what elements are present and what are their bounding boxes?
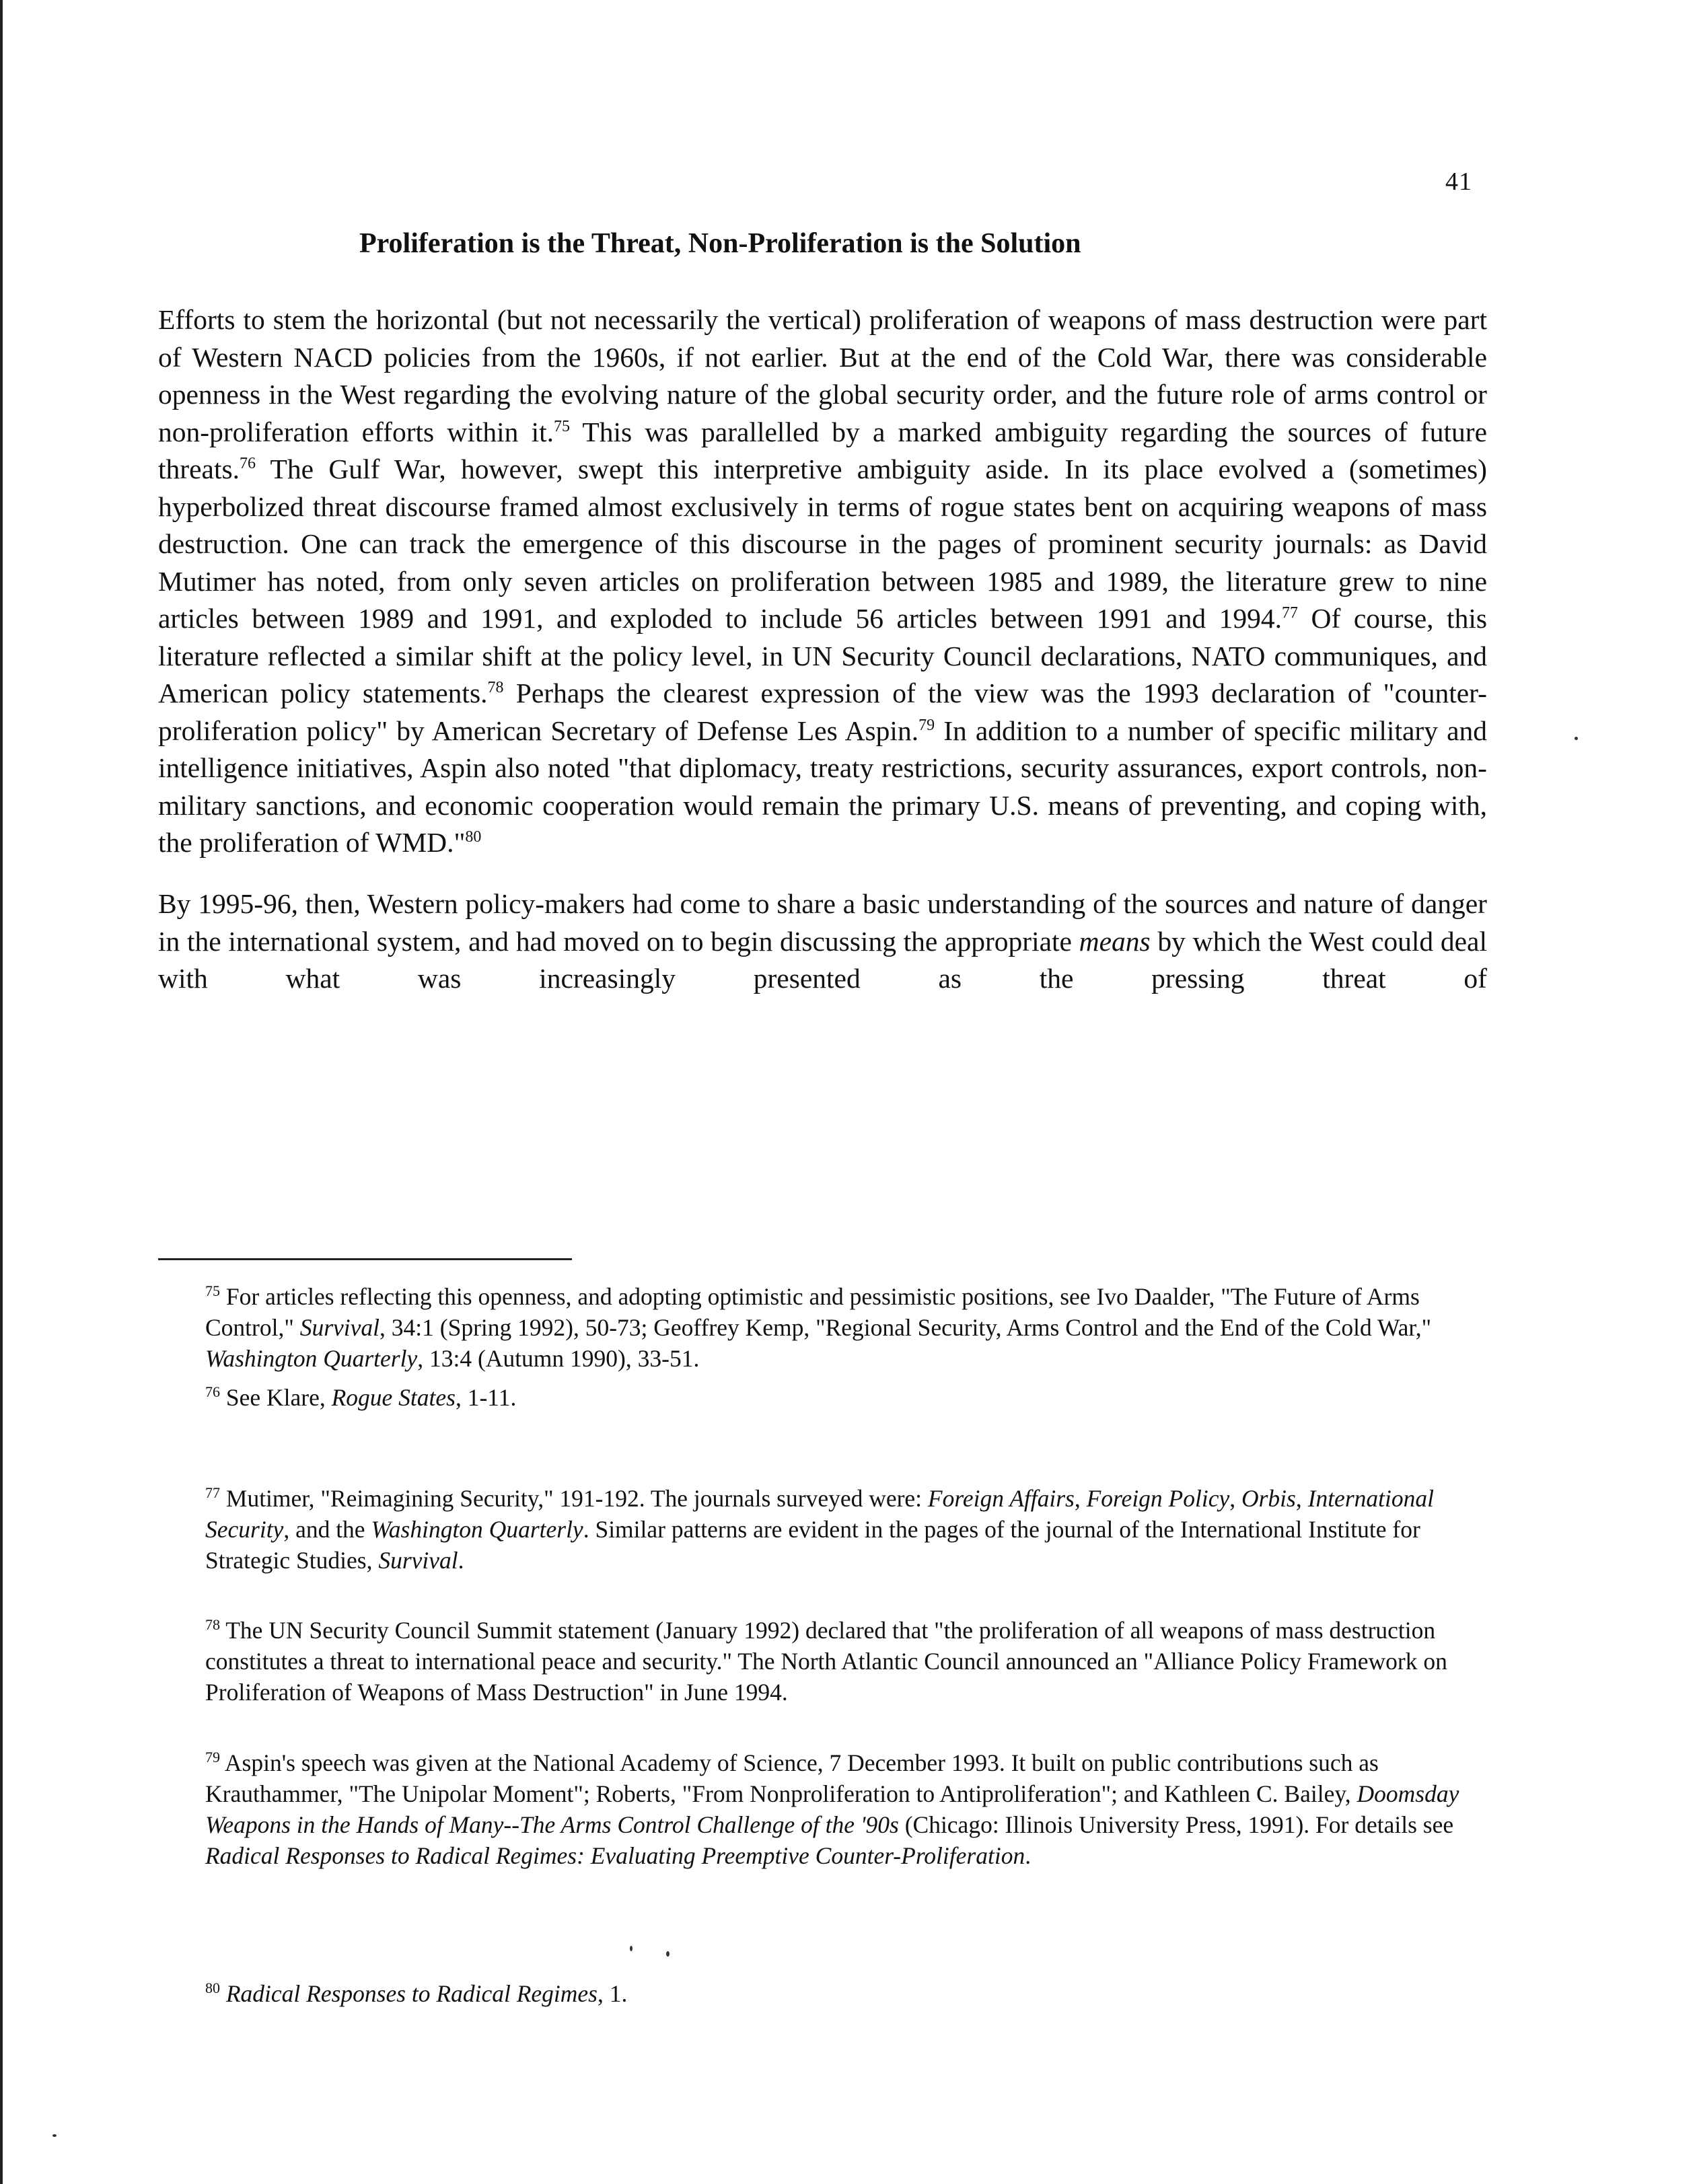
text-run: by which the West could deal with what was increasingly presented as the pressing threat of xyxy=(158,925,1487,994)
italic-run: International Security xyxy=(205,1485,1434,1543)
text-run: . Similar patterns are evident in the pages of the journal of the International Institute for Strategic Studies, xyxy=(205,1516,1420,1574)
scan-speck xyxy=(630,1946,632,1951)
section-title: Proliferation is the Threat, Non-Proliferation is the Solution xyxy=(359,228,1081,259)
footnote-mark: 80 xyxy=(205,1979,220,1997)
footnote-mark: 76 xyxy=(205,1383,220,1401)
text-run: Perhaps the clearest expression of the view was the 1993 declaration of "counter-proliferation policy" by American Secretary of Defense Les Aspin. xyxy=(158,678,1487,746)
text-run: Of course, this literature reflected a similar shift at the policy level, in UN Security Council declarations, NATO communiques, and American policy statements. xyxy=(158,603,1487,708)
text-run: , 1. xyxy=(597,1980,628,2007)
text-run: . xyxy=(1025,1842,1032,1869)
text-run: , xyxy=(1295,1485,1308,1512)
italic-run: Doomsday Weapons in the Hands of Many--The Arms Control Challenge of the '90s xyxy=(205,1780,1459,1838)
italic-run: Radical Responses to Radical Regimes xyxy=(225,1980,598,2007)
page-edge xyxy=(0,0,3,2184)
italic-run: Rogue States xyxy=(331,1384,456,1411)
text-run: In addition to a number of specific military and intelligence initiatives, Aspin also noted "that diplomacy, treaty restrictions, security assurances, export controls, non-military sanctions, and economic cooperation would remain the primary U.S. means of preventing, and coping with, the proliferation of WMD." xyxy=(158,715,1487,858)
footnote-reference: 76 xyxy=(240,455,256,473)
body-paragraph-2 xyxy=(158,885,1487,998)
footnote-78 xyxy=(158,1615,1497,1708)
text-run: , xyxy=(1074,1485,1087,1512)
italic-run: means xyxy=(1079,925,1151,957)
footnote-mark: 77 xyxy=(205,1484,220,1502)
text-run: . xyxy=(458,1547,464,1574)
body-paragraph-1 xyxy=(158,301,1487,862)
italic-run: Radical Responses to Radical Regimes: Evaluating Preemptive Counter-Proliferation xyxy=(205,1842,1025,1869)
text-run: , and the xyxy=(283,1516,371,1543)
footnote-mark: 78 xyxy=(205,1616,220,1634)
text-run: Efforts to stem the horizontal (but not necessarily the vertical) proliferation of weapons of mass destruction were part of Western NACD policies from the 1960s, if not earlier. But at the end of the Cold War, there was considerable openness in the West regarding the evolving nature of the global security order, and the future role of arms control or non-proliferation efforts within it. xyxy=(158,304,1487,447)
footnote-reference: 80 xyxy=(465,828,482,846)
text-run: The Gulf War, however, swept this interpretive ambiguity aside. In its place evolved a (sometimes) hyperbolized threat discourse framed almost exclusively in terms of rogue states bent on acquiring weapons of mass destruction. One can track the emergence of this discourse in the pages of prominent security journals: as David Mutimer has noted, from only seven articles on proliferation between 1985 and 1989, the literature grew to nine articles between 1989 and 1991, and exploded to include 56 articles between 1991 and 1994. xyxy=(158,453,1487,634)
footnote-reference: 75 xyxy=(554,417,570,435)
footnote-mark: 79 xyxy=(205,1749,220,1766)
text-run: The UN Security Council Summit statement (January 1992) declared that "the proliferation of all weapons of mass destruction constitutes a threat to international peace and security." The North Atlantic Council announced an "Alliance Policy Framework on Proliferation of Weapons of Mass Destruction" in June 1994. xyxy=(205,1617,1447,1706)
text-run: Aspin's speech was given at the National Academy of Science, 7 December 1993. It built on public contributions such as Krauthammer, "The Unipolar Moment"; Roberts, "From Nonproliferation to Antiproliferation"; and Kathleen C. Bailey, xyxy=(205,1749,1379,1807)
footnote-reference: 78 xyxy=(487,679,504,697)
text-run: See Klare, xyxy=(220,1384,332,1411)
footnote-separator xyxy=(158,1258,572,1260)
italic-run: Orbis xyxy=(1241,1485,1296,1512)
text-run: For articles reflecting this openness, and adopting optimistic and pessimistic positions, see Ivo Daalder, "The Future of Arms Control," xyxy=(205,1283,1420,1341)
italic-run: Survival xyxy=(299,1314,380,1341)
italic-run: Survival xyxy=(378,1547,458,1574)
italic-run: Washington Quarterly xyxy=(371,1516,583,1543)
footnote-75 xyxy=(158,1281,1497,1374)
footnote-mark: 75 xyxy=(205,1282,220,1300)
scan-speck xyxy=(1575,737,1578,740)
italic-run: Foreign Affairs xyxy=(927,1485,1075,1512)
text-run: This was parallelled by a marked ambiguity regarding the sources of future threats. xyxy=(158,416,1487,484)
text-run xyxy=(220,1980,226,2007)
text-run: Mutimer, "Reimagining Security," 191-192. The journals surveyed were: xyxy=(220,1485,928,1512)
text-run: By 1995-96, then, Western policy-makers had come to share a basic understanding of the sources and nature of danger in the international system, and had moved on to begin discussing the appropriate xyxy=(158,888,1487,957)
scan-speck xyxy=(52,2134,57,2137)
text-run: , xyxy=(1229,1485,1241,1512)
footnote-80 xyxy=(158,1978,1497,2009)
scan-speck xyxy=(666,1951,670,1957)
footnote-76 xyxy=(158,1382,1497,1413)
footnote-reference: 77 xyxy=(1282,604,1298,622)
footnote-77 xyxy=(158,1483,1497,1576)
italic-run: Washington Quarterly xyxy=(205,1345,418,1372)
text-run: (Chicago: Illinois University Press, 1991). For details see xyxy=(898,1811,1454,1838)
italic-run: Foreign Policy xyxy=(1086,1485,1230,1512)
footnote-reference: 79 xyxy=(918,716,935,734)
text-run: , 13:4 (Autumn 1990), 33-51. xyxy=(417,1345,700,1372)
text-run: , 1-11. xyxy=(455,1384,517,1411)
text-run: , 34:1 (Spring 1992), 50-73; Geoffrey Kemp, "Regional Security, Arms Control and the End of the Cold War," xyxy=(379,1314,1432,1341)
page-number: 41 xyxy=(1445,168,1472,196)
footnote-79 xyxy=(158,1747,1497,1871)
